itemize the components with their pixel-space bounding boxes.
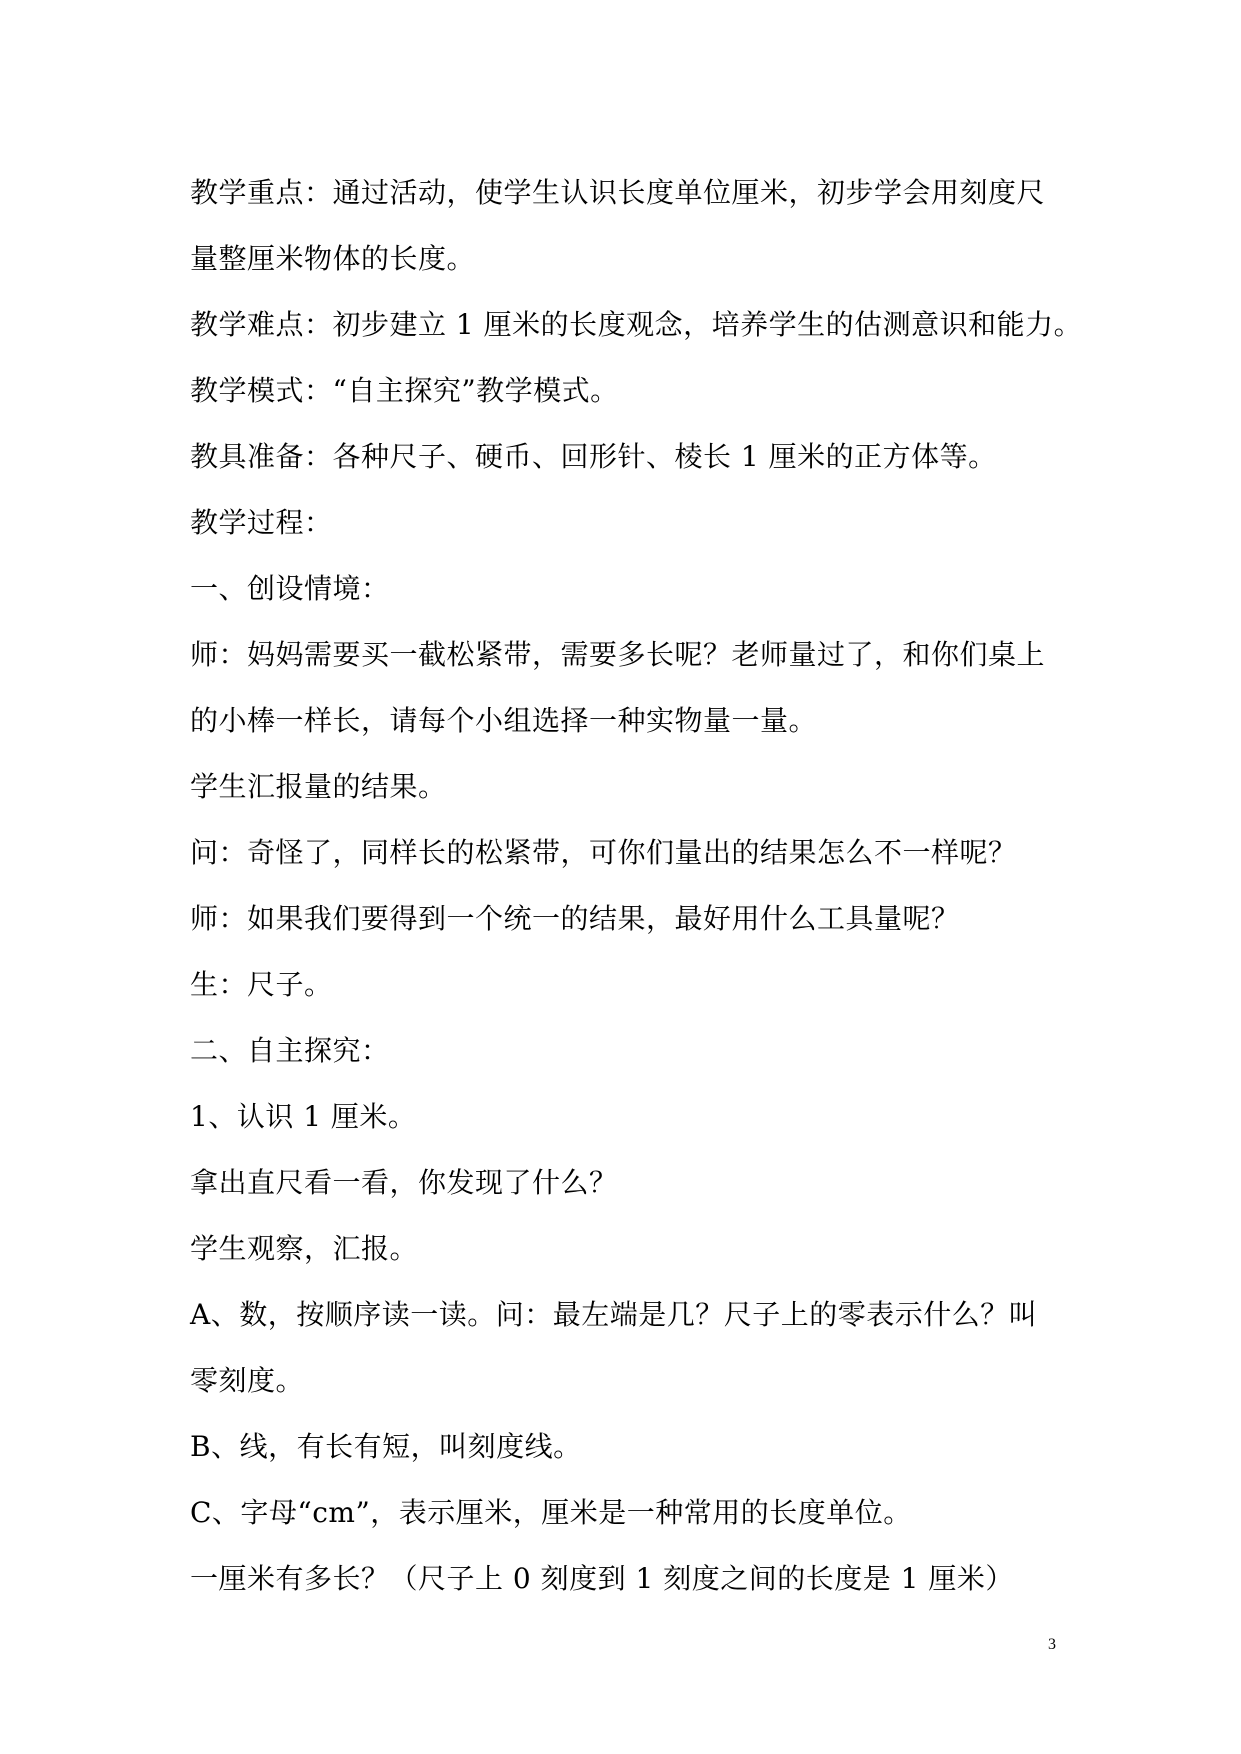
text-line-7: 一、创设情境： xyxy=(190,572,390,605)
text-line-19: 零刻度。 xyxy=(190,1364,305,1397)
text-line-4: 教学模式：“自主探究”教学模式。 xyxy=(190,374,619,407)
text-line-15: 1、认识 1 厘米。 xyxy=(190,1100,417,1133)
text-line-22: 一厘米有多长？（尺子上 0 刻度到 1 刻度之间的长度是 1 厘米） xyxy=(190,1562,1014,1595)
text-line-21: C、字母“cm”，表示厘米，厘米是一种常用的长度单位。 xyxy=(190,1496,912,1529)
page-number: 3 xyxy=(1048,1636,1056,1653)
text-line-17: 学生观察，汇报。 xyxy=(190,1232,419,1265)
text-line-2: 量整厘米物体的长度。 xyxy=(190,242,476,275)
text-line-5: 教具准备：各种尺子、硬币、回形针、棱长 1 厘米的正方体等。 xyxy=(190,440,997,473)
text-line-20: B、线，有长有短，叫刻度线。 xyxy=(190,1430,582,1463)
document-body xyxy=(190,160,1083,1612)
text-line-11: 问：奇怪了，同样长的松紧带，可你们量出的结果怎么不一样呢？ xyxy=(190,836,1017,869)
text-line-12: 师：如果我们要得到一个统一的结果，最好用什么工具量呢？ xyxy=(190,902,960,935)
text-line-14: 二、自主探究： xyxy=(190,1034,390,1067)
text-line-1: 教学重点：通过活动，使学生认识长度单位厘米，初步学会用刻度尺 xyxy=(190,176,1046,209)
text-line-13: 生：尺子。 xyxy=(190,968,333,1001)
text-line-18: A、数，按顺序读一读。问：最左端是几？尺子上的零表示什么？叫 xyxy=(190,1298,1038,1331)
text-line-6: 教学过程： xyxy=(190,506,333,539)
text-line-8: 师：妈妈需要买一截松紧带，需要多长呢？老师量过了，和你们桌上 xyxy=(190,638,1046,671)
text-line-10: 学生汇报量的结果。 xyxy=(190,770,447,803)
text-line-16: 拿出直尺看一看，你发现了什么？ xyxy=(190,1166,618,1199)
text-line-3: 教学难点：初步建立 1 厘米的长度观念，培养学生的估测意识和能力。 xyxy=(190,308,1083,341)
text-line-9: 的小棒一样长，请每个小组选择一种实物量一量。 xyxy=(190,704,818,737)
